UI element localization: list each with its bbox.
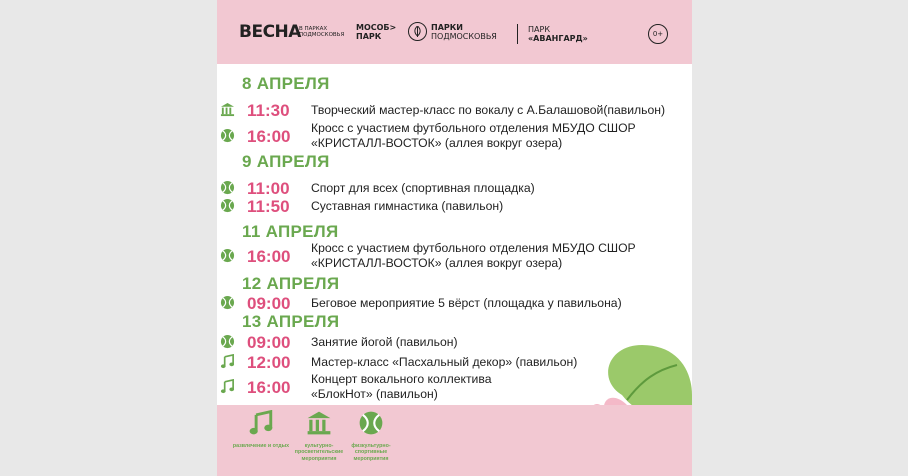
event-time: 09:00 (247, 294, 291, 313)
park-line1: ПАРК (528, 25, 550, 34)
event-time: 11:30 (247, 101, 290, 120)
music-icon (220, 379, 235, 394)
ball-icon (220, 334, 235, 349)
event-time: 11:00 (247, 179, 290, 198)
date-heading: 12 АПРЕЛЯ (242, 274, 340, 293)
event-description: Суставная гимнастика (павильон) (311, 199, 504, 213)
mosoblpark-logo (356, 23, 396, 41)
event-time: 16:00 (247, 378, 291, 397)
park-name (528, 25, 588, 43)
parki-line2: ПОДМОСКОВЬЯ (431, 31, 497, 41)
date-heading: 9 АПРЕЛЯ (242, 152, 330, 171)
event-description: Кросс с участием футбольного отделения МБУДО СШОР «КРИСТАЛЛ-ВОСТОК» (аллея вокруг озера) (311, 121, 636, 150)
event-description: Кросс с участием футбольного отделения МБУДО СШОР «КРИСТАЛЛ-ВОСТОК» (аллея вокруг озера) (311, 241, 636, 270)
brand-subtitle: В ПАРКАХ ПОДМОСКОВЬЯ (299, 26, 345, 38)
parki-line1: ПАРКИ (431, 22, 463, 32)
leaf-icon (408, 22, 427, 41)
event-description: Концерт вокального коллектива «БлокНот» (павильон) (311, 372, 492, 401)
legend-label: развлечение и отдых (232, 443, 290, 449)
mosoblpark-line1: МОСОБ> (356, 23, 397, 32)
event-time: 11:50 (247, 197, 290, 216)
ball-icon (220, 248, 235, 263)
event-time: 12:00 (247, 353, 291, 372)
music-icon (220, 354, 235, 369)
date-heading: 11 АПРЕЛЯ (242, 222, 339, 241)
poster (217, 0, 692, 476)
event-time: 16:00 (247, 127, 291, 146)
music-icon (248, 410, 274, 436)
event-time: 09:00 (247, 333, 291, 352)
age-badge: 0+ (648, 24, 668, 44)
park-line2: «АВАНГАРД» (528, 34, 588, 43)
header-divider (517, 24, 518, 44)
date-heading: 8 АПРЕЛЯ (242, 74, 330, 93)
ball-icon (220, 128, 235, 143)
event-description: Беговое мероприятие 5 вёрст (площадка у павильона) (311, 296, 622, 310)
date-heading: 13 АПРЕЛЯ (242, 312, 340, 331)
header (217, 0, 692, 64)
legend (217, 405, 692, 476)
ball-icon (220, 180, 235, 195)
parki-logo (408, 22, 497, 41)
event-description: Занятие йогой (павильон) (311, 335, 458, 349)
ball-icon (220, 198, 235, 213)
museum-icon (220, 102, 235, 117)
event-description: Спорт для всех (спортивная площадка) (311, 181, 535, 195)
event-time: 16:00 (247, 247, 291, 266)
mosoblpark-line2: ПАРК (356, 32, 382, 41)
legend-item (229, 410, 293, 449)
museum-icon (306, 410, 332, 436)
legend-item (339, 410, 403, 462)
ball-icon (358, 410, 384, 436)
brand-logo: ВЕСНА (239, 22, 301, 42)
event-description: Творческий мастер-класс по вокалу с А.Балашовой(павильон) (311, 103, 666, 117)
event-description: Мастер-класс «Пасхальный декор» (павильон) (311, 355, 578, 369)
legend-label: культурно-просветительские мероприятия (294, 443, 344, 462)
ball-icon (220, 295, 235, 310)
legend-label: физкультурно-спортивные мероприятия (351, 443, 391, 462)
